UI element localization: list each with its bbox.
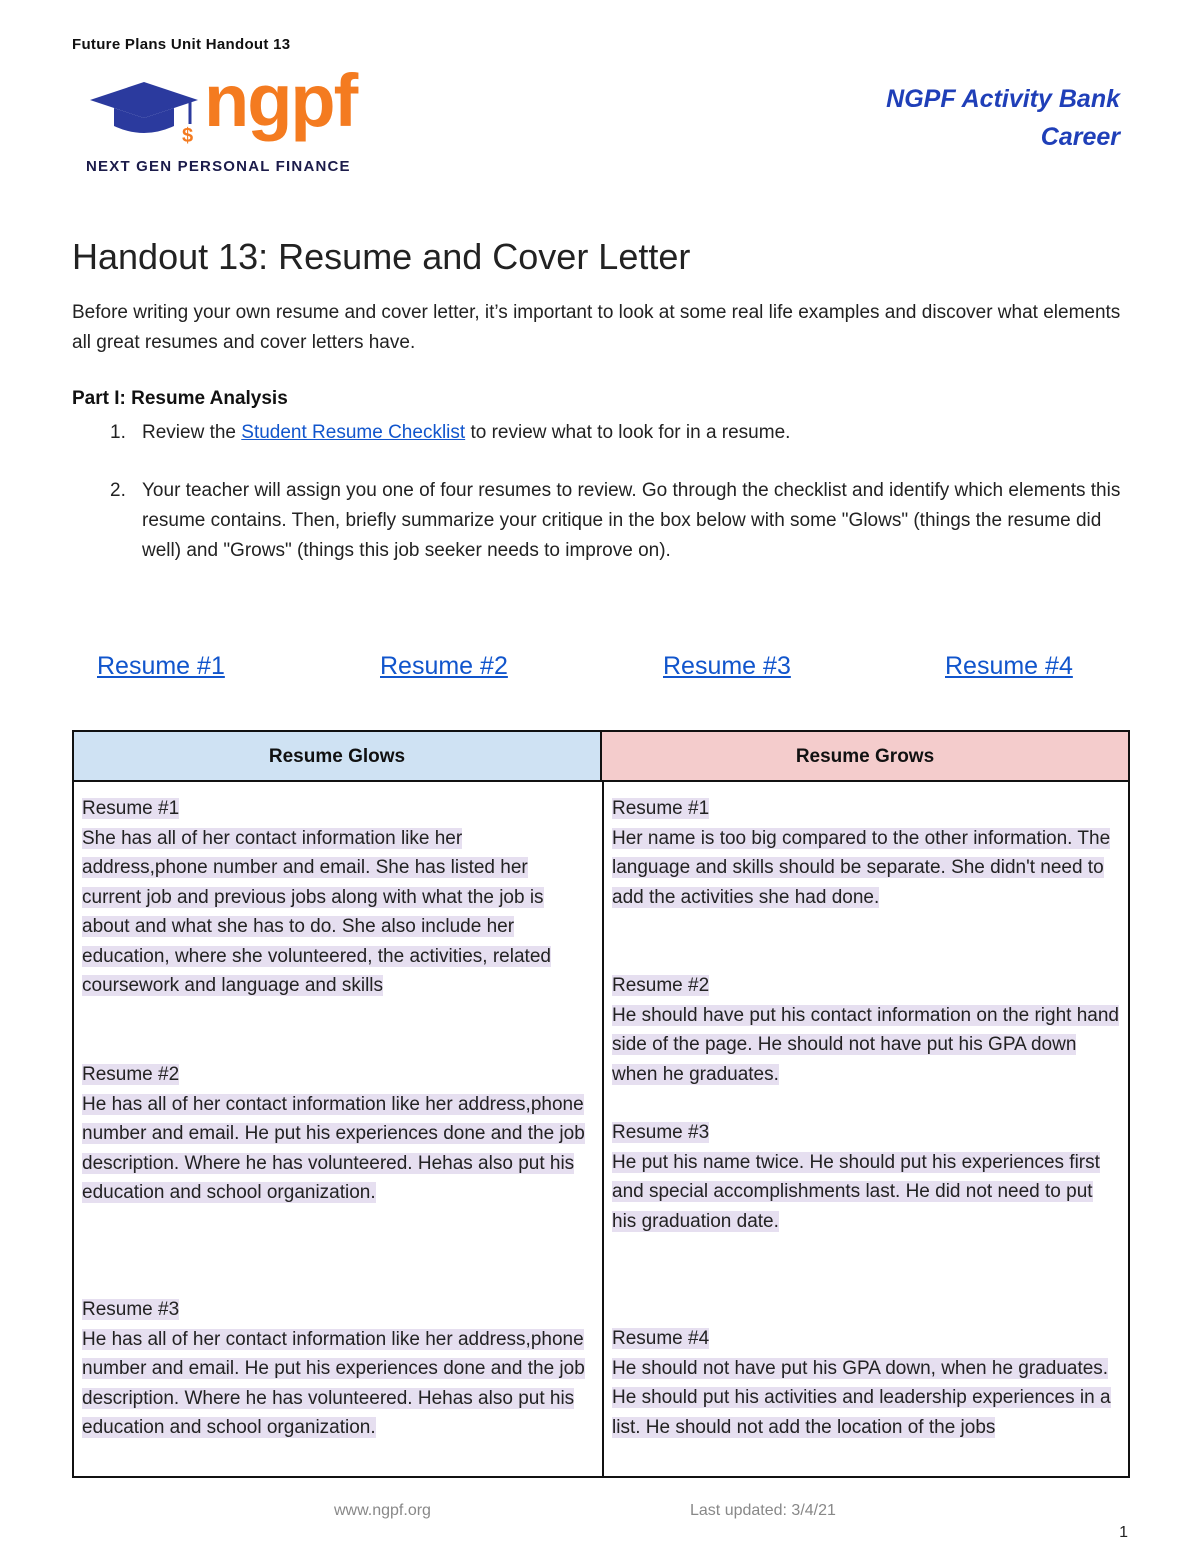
entry-label: Resume #1 [612, 798, 710, 819]
glows-header: Resume Glows [74, 732, 602, 782]
grows-header: Resume Grows [602, 732, 1128, 782]
student-resume-checklist-link[interactable]: Student Resume Checklist [241, 422, 466, 443]
glows-grows-table [72, 730, 1130, 1478]
glow-entry [82, 1295, 592, 1443]
entry-label: Resume #2 [82, 1064, 180, 1085]
unit-label: Future Plans Unit Handout 13 [72, 36, 291, 53]
ngpf-logo [86, 59, 386, 180]
glow-entry [82, 794, 592, 1001]
entry-label: Resume #3 [82, 1299, 180, 1320]
bank-title: NGPF Activity Bank [886, 85, 1120, 113]
list-number: 1. [110, 422, 126, 443]
grow-entry [612, 1118, 1122, 1236]
grow-entry [612, 1324, 1122, 1442]
resume-3-link[interactable]: Resume #3 [663, 652, 791, 680]
entry-text: Her name is too big compared to the other information. The language and skills should be separate. She didn't need to add the activities she had done. [612, 827, 1111, 908]
graduation-cap-icon [86, 78, 206, 148]
list-text [142, 418, 1132, 448]
list-text: Your teacher will assign you one of four resumes to review. Go through the checklist and identify which elements this resume contains. Then, briefly summarize your critique in the box below with some "Glows" (things the resume did well) and "Grows" (things this job seeker needs to improve on). [142, 480, 1121, 561]
section-heading: Part I: Resume Analysis [72, 388, 288, 409]
entry-text: She has all of her contact information like her address,phone number and email. She has listed her current job and previous jobs along with what the job is about and what she has to do. She also include her education, where she volunteered, the activities, related coursework and language and skills [82, 827, 551, 996]
grow-entry [612, 971, 1122, 1089]
resume-4-link[interactable]: Resume #4 [945, 652, 1073, 680]
resume-2-link[interactable]: Resume #2 [380, 652, 508, 680]
list-text-after: to review what to look for in a resume. [465, 422, 791, 443]
entry-text: He has all of her contact information like her address,phone number and email. He put his experiences done and the job description. Where he has volunteered. Hehas also put his education and school organization. [82, 1328, 585, 1438]
intro-paragraph: Before writing your own resume and cover letter, it’s important to look at some real life examples and discover what elements all great resumes and cover letters have. [72, 302, 1121, 353]
entry-label: Resume #4 [612, 1328, 710, 1349]
logo-wordmark: ngpf [204, 59, 357, 142]
last-updated: Last updated: 3/4/21 [690, 1502, 836, 1519]
entry-label: Resume #3 [612, 1122, 710, 1143]
logo-tagline: NEXT GEN PERSONAL FINANCE [86, 158, 351, 175]
column-divider [602, 782, 604, 1476]
svg-text:$: $ [182, 125, 194, 147]
list-number: 2. [110, 480, 126, 501]
page-title: Handout 13: Resume and Cover Letter [72, 236, 691, 277]
page-number: 1 [1119, 1524, 1128, 1541]
entry-text: He has all of her contact information like her address,phone number and email. He put his experiences done and the job description. Where he has volunteered. Hehas also put his education and school organization. [82, 1093, 585, 1203]
entry-text: He should have put his contact information on the right hand side of the page. He should not have put his GPA down when he graduates. [612, 1004, 1119, 1085]
list-item [110, 476, 1170, 596]
grow-entry [612, 794, 1122, 912]
entry-label: Resume #2 [612, 975, 710, 996]
list-text-before: Review the [142, 422, 242, 443]
list-item [110, 418, 1170, 448]
entry-text: He should not have put his GPA down, when he graduates. He should put his activities and leadership experiences in a list. He should not add the location of the jobs [612, 1357, 1111, 1438]
website-link[interactable]: www.ngpf.org [334, 1502, 431, 1519]
glow-entry [82, 1060, 592, 1208]
entry-label: Resume #1 [82, 798, 180, 819]
bank-category: Career [1040, 123, 1120, 151]
entry-text: He put his name twice. He should put his experiences first and special accomplishments last. He did not need to put his graduation date. [612, 1151, 1100, 1232]
resume-1-link[interactable]: Resume #1 [97, 652, 225, 680]
activity-bank-label [886, 80, 1120, 156]
